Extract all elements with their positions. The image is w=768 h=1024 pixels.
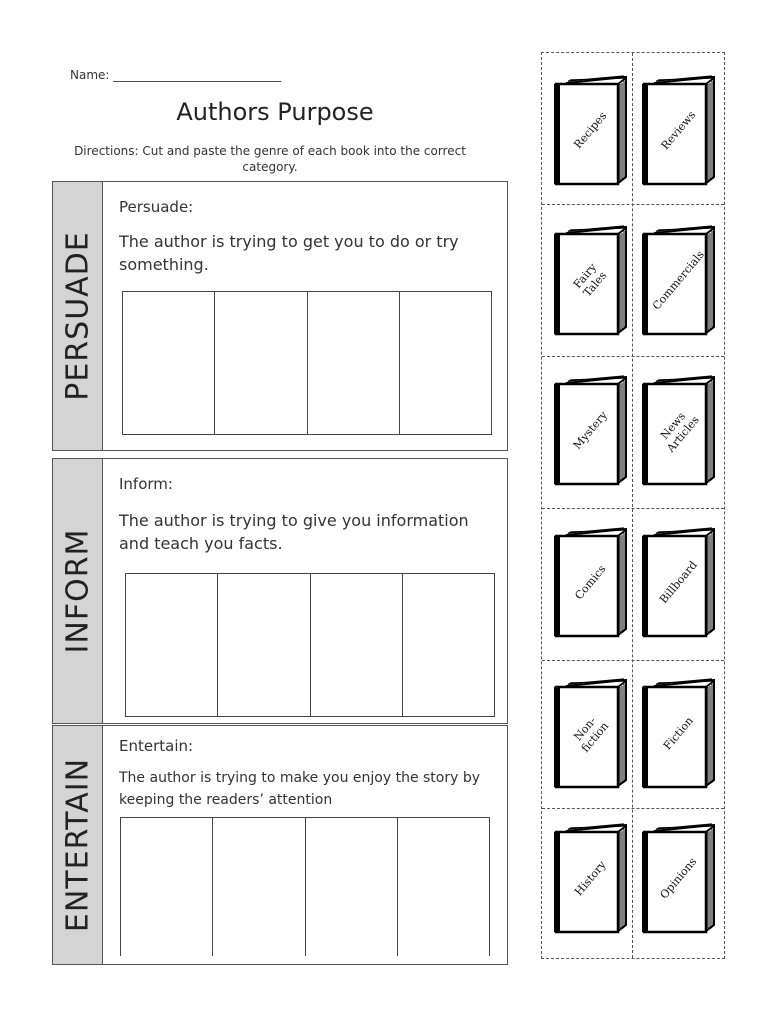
book-cutout[interactable] [640, 678, 716, 792]
book-cutout[interactable] [640, 75, 716, 189]
paste-box[interactable] [213, 818, 305, 956]
book-cutout[interactable] [552, 527, 628, 641]
entertain-side-label: ENTERTAIN [53, 726, 103, 964]
persuade-side-label: PERSUADE [53, 182, 103, 450]
book-genre-label: Opinions [657, 854, 699, 902]
book-genre-label: Fiction [660, 713, 696, 753]
book-cutout[interactable] [552, 678, 628, 792]
cut-line [542, 508, 724, 509]
persuade-section [52, 181, 508, 451]
paste-box[interactable] [400, 292, 491, 434]
paste-box[interactable] [398, 818, 489, 956]
cut-line [542, 204, 724, 205]
persuade-paste-boxes [122, 291, 492, 435]
book-cutout-strip [541, 52, 725, 959]
cut-line [632, 53, 633, 958]
paste-box[interactable] [215, 292, 307, 434]
book-cutout[interactable] [640, 527, 716, 641]
name-field[interactable]: Name: ____________________________ [70, 68, 282, 82]
paste-box[interactable] [311, 574, 403, 716]
book-cutout[interactable] [640, 375, 716, 489]
entertain-description: The author is trying to make you enjoy the story by keeping the readers’ attention [119, 770, 481, 808]
book-cutout[interactable] [552, 375, 628, 489]
inform-title: Inform: [119, 475, 173, 493]
book-genre-label: Reviews [658, 108, 698, 152]
inform-side-label: INFORM [53, 459, 103, 723]
inform-paste-boxes [125, 573, 495, 717]
paste-box[interactable] [121, 818, 213, 956]
book-cutout[interactable] [552, 823, 628, 937]
book-cutout[interactable] [552, 225, 628, 339]
persuade-description: The author is trying to get you to do or try something. [119, 232, 459, 274]
inform-section [52, 458, 508, 724]
entertain-section [52, 725, 508, 965]
book-cutout[interactable] [640, 823, 716, 937]
paste-box[interactable] [123, 292, 215, 434]
book-genre-label: Fairy Tales [570, 260, 610, 300]
book-genre-label: Mystery [570, 408, 610, 452]
page-title: Authors Purpose [176, 98, 374, 126]
book-cutout[interactable] [552, 75, 628, 189]
cut-line [542, 660, 724, 661]
book-genre-label: News Articles [658, 409, 702, 455]
book-genre-label: Non-fiction [571, 714, 612, 755]
book-genre-label: History [571, 858, 609, 898]
paste-box[interactable] [306, 818, 398, 956]
entertain-paste-boxes [120, 817, 490, 956]
book-genre-label: Commercials [649, 247, 707, 313]
paste-box[interactable] [126, 574, 218, 716]
paste-box[interactable] [403, 574, 494, 716]
entertain-title: Entertain: [119, 737, 194, 755]
cut-line [542, 808, 724, 809]
directions: Directions: Cut and paste the genre of each book into the correct category. [74, 144, 466, 174]
persuade-title: Persuade: [119, 198, 194, 216]
paste-box[interactable] [308, 292, 400, 434]
cut-line [542, 356, 724, 357]
paste-box[interactable] [218, 574, 310, 716]
book-genre-label: Recipes [570, 109, 610, 151]
inform-description: The author is trying to give you information and teach you facts. [119, 511, 469, 553]
book-genre-label: Billboard [656, 558, 700, 606]
book-cutout[interactable] [640, 225, 716, 339]
book-genre-label: Comics [571, 562, 609, 602]
